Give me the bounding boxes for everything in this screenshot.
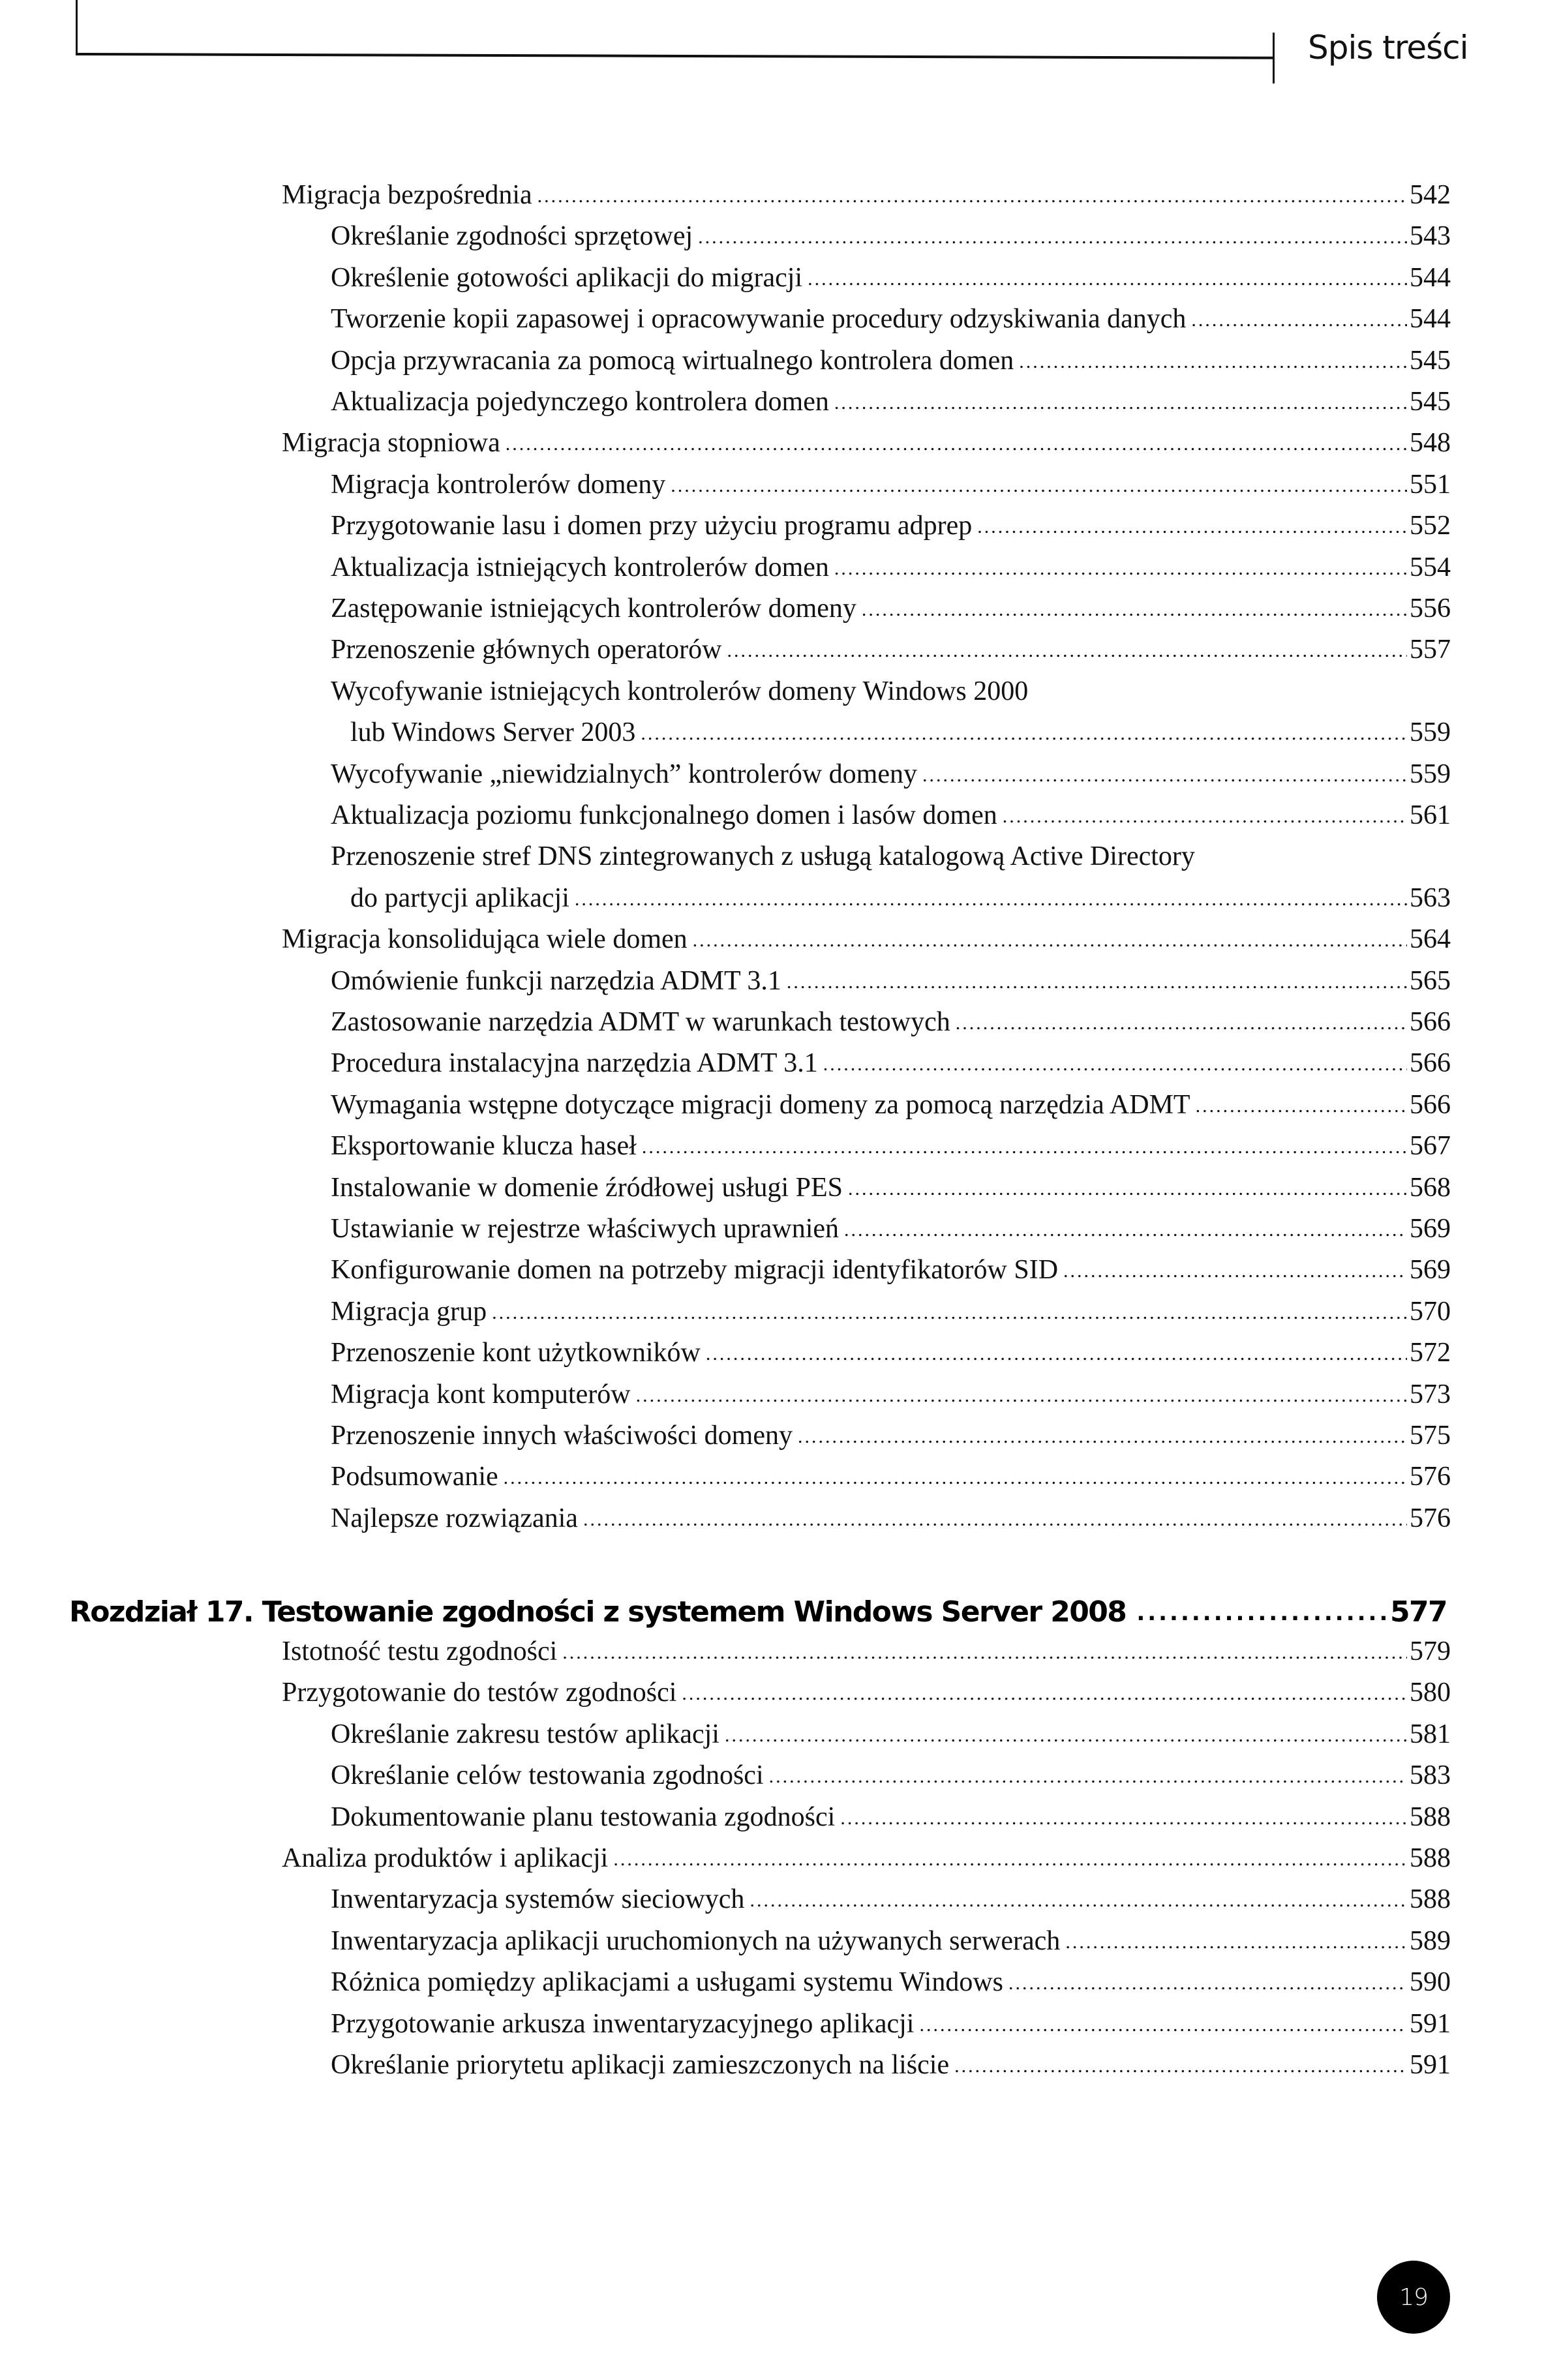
toc-entry-page-number: 588: [1410, 1802, 1451, 1832]
toc-entry-page-number: 576: [1410, 1462, 1451, 1492]
leader-dots: [642, 1137, 1407, 1157]
toc-entry[interactable]: [331, 1505, 1451, 1532]
toc-entry[interactable]: [282, 1845, 1451, 1872]
toc-entry-title: Opcja przywracania za pomocą wirtualnego kontrolera domen: [331, 346, 1014, 376]
toc-entry-page-number: 548: [1410, 428, 1451, 458]
toc-entry-page-number: 570: [1410, 1297, 1451, 1327]
toc-entry-page-number: 554: [1410, 552, 1451, 582]
leader-dots: [698, 228, 1407, 247]
running-head-title: Spis treści: [1308, 29, 1468, 67]
toc-entry[interactable]: [331, 1339, 1451, 1366]
toc-entry-page-number: 591: [1410, 2009, 1451, 2039]
toc-entry-title: Aktualizacja istniejących kontrolerów domen: [331, 552, 829, 582]
toc-entry[interactable]: [331, 1215, 1451, 1243]
toc-entry-title: Określanie priorytetu aplikacji zamieszczonych na liście: [331, 2050, 950, 2080]
toc-entry[interactable]: [331, 1256, 1451, 1284]
toc-entry-page-number: 559: [1410, 759, 1451, 789]
header-divider-tick: [1273, 33, 1275, 83]
toc-entry-page-number: 561: [1410, 800, 1451, 830]
toc-entry-title: Eksportowanie klucza haseł: [331, 1131, 637, 1161]
toc-entry-title: Inwentaryzacja systemów sieciowych: [331, 1884, 745, 1914]
toc-entry-title: Ustawianie w rejestrze właściwych uprawnień: [331, 1214, 840, 1244]
toc-entry[interactable]: [331, 1174, 1451, 1201]
toc-entry[interactable]: [331, 595, 1451, 622]
toc-entry-title: Analiza produktów i aplikacji: [282, 1843, 609, 1873]
toc-entry[interactable]: [331, 305, 1451, 333]
leader-dots: [1063, 1261, 1407, 1281]
leader-dots: [575, 890, 1407, 909]
toc-entry-page-number: 589: [1410, 1926, 1451, 1956]
toc-entry-page-number: 542: [1410, 180, 1451, 210]
leader-dots: [1136, 1602, 1386, 1624]
leader-dots: [919, 2015, 1407, 2035]
toc-chapter-heading[interactable]: [69, 1595, 1447, 1629]
leader-dots: [956, 1014, 1407, 1033]
toc-entry[interactable]: [331, 554, 1451, 581]
toc-entry-title: Określanie celów testowania zgodności: [331, 1760, 764, 1790]
toc-entry-page-number: 569: [1410, 1255, 1451, 1285]
leader-dots: [954, 2056, 1407, 2076]
toc-entry-page-number: 576: [1410, 1503, 1451, 1533]
toc-entry-title: Wymagania wstępne dotyczące migracji domeny za pomocą narzędzia ADMT: [331, 1090, 1190, 1120]
leader-dots: [671, 476, 1407, 496]
leader-dots: [844, 1220, 1407, 1240]
toc-entry-page-number: 564: [1410, 924, 1451, 954]
leader-dots: [583, 1510, 1407, 1529]
toc-entry[interactable]: [331, 1803, 1451, 1831]
toc-entry[interactable]: [331, 2051, 1451, 2079]
toc-entry-page-number: 572: [1410, 1338, 1451, 1368]
toc-entry[interactable]: [331, 1886, 1451, 1913]
toc-entry[interactable]: [331, 802, 1451, 829]
toc-entry[interactable]: [331, 1463, 1451, 1490]
toc-entry[interactable]: [331, 1008, 1451, 1036]
toc-entry-page-number: 583: [1410, 1760, 1451, 1790]
toc-entry[interactable]: [331, 1381, 1451, 1408]
leader-dots: [808, 269, 1407, 289]
toc-entry-title: Inwentaryzacja aplikacji uruchomionych na używanych serwerach: [331, 1926, 1061, 1956]
toc-entry-page-number: 588: [1410, 1843, 1451, 1873]
toc-entry-page-number: 543: [1410, 221, 1451, 251]
leader-dots: [1019, 352, 1407, 372]
toc-entry[interactable]: [331, 347, 1451, 374]
toc-entry-page-number: 575: [1410, 1421, 1451, 1451]
toc-entry[interactable]: [282, 1638, 1451, 1665]
toc-entry-title: Najlepsze rozwiązania: [331, 1503, 578, 1533]
toc-entry-title: Migracja kontrolerów domeny: [331, 470, 666, 500]
toc-entry-title: Omówienie funkcji narzędzia ADMT 3.1: [331, 966, 781, 996]
leader-dots: [636, 1386, 1407, 1406]
toc-entry-page-number: 580: [1410, 1678, 1451, 1708]
toc-entry-page-number: 581: [1410, 1719, 1451, 1749]
toc-entry-title: Wycofywanie istniejących kontrolerów domeny Windows 2000: [331, 676, 1029, 706]
toc-entry-page-number: 588: [1410, 1884, 1451, 1914]
leader-dots: [1065, 1933, 1407, 1952]
toc-entry-title: Migracja stopniowa: [282, 428, 500, 458]
toc-entry-page-number: 559: [1410, 717, 1451, 747]
leader-dots: [769, 1767, 1407, 1786]
toc-entry[interactable]: [282, 926, 1451, 953]
toc-entry[interactable]: [331, 1091, 1451, 1119]
toc-entry-title: Instalowanie w domenie źródłowej usługi PES: [331, 1173, 843, 1203]
toc-entry-page-number: 566: [1410, 1007, 1451, 1037]
leader-dots: [840, 1809, 1407, 1828]
toc-entry-title: Aktualizacja poziomu funkcjonalnego domen i lasów domen: [331, 800, 997, 830]
toc-entry-title: Określanie zgodności sprzętowej: [331, 221, 693, 251]
toc-entry[interactable]: [350, 719, 1451, 746]
toc-entry-title: Dokumentowanie planu testowania zgodności: [331, 1802, 836, 1832]
toc-entry-title: Przenoszenie kont użytkowników: [331, 1338, 701, 1368]
toc-entry[interactable]: [282, 1679, 1451, 1706]
leader-dots: [1191, 310, 1407, 330]
leader-dots: [798, 1427, 1407, 1447]
leader-dots: [823, 1055, 1407, 1074]
leader-dots: [504, 1468, 1407, 1488]
leader-dots: [706, 1344, 1407, 1364]
toc-entry-title: Zastępowanie istniejących kontrolerów domeny: [331, 594, 856, 624]
toc-entry-page-number: 590: [1410, 1967, 1451, 1997]
toc-entry-page-number: 591: [1410, 2050, 1451, 2080]
leader-dots: [977, 517, 1407, 537]
leader-dots: [834, 559, 1407, 579]
toc-entry-title: Przenoszenie stref DNS zintegrowanych z usługą katalogową Active Directory: [331, 841, 1195, 871]
toc-entry-title: Konfigurowanie domen na potrzeby migracji identyfikatorów SID: [331, 1255, 1059, 1285]
toc-entry[interactable]: [331, 388, 1451, 415]
leader-dots: [1003, 807, 1407, 826]
toc-entry-title: Migracja bezpośrednia: [282, 180, 532, 210]
toc-entry[interactable]: [331, 636, 1451, 663]
page-number: 19: [1399, 2283, 1428, 2311]
toc-entry[interactable]: [331, 1762, 1451, 1789]
leader-dots: [787, 972, 1407, 992]
toc-entry-title: Zastosowanie narzędzia ADMT w warunkach testowych: [331, 1007, 950, 1037]
toc-entry-title: Przygotowanie do testów zgodności: [282, 1678, 677, 1708]
toc-entry[interactable]: [331, 1132, 1451, 1160]
toc-entry-title: Migracja grup: [331, 1297, 487, 1327]
toc-entry-page-number: 565: [1410, 966, 1451, 996]
toc-entry-title: lub Windows Server 2003: [350, 717, 636, 747]
leader-dots: [492, 1303, 1407, 1323]
toc-entry-title: Wycofywanie „niewidzialnych” kontrolerów domeny: [331, 759, 917, 789]
toc-entry-page-number: 569: [1410, 1214, 1451, 1244]
toc-entry-page-number: 544: [1410, 263, 1451, 293]
page-number-badge: [1377, 2261, 1450, 2334]
toc-entry-page-number: 551: [1410, 470, 1451, 500]
toc-entry-title: Określenie gotowości aplikacji do migracji: [331, 263, 803, 293]
toc-entry-page-number: 573: [1410, 1379, 1451, 1409]
toc-entry-title: Różnica pomiędzy aplikacjami a usługami systemu Windows: [331, 1967, 1003, 1997]
toc-entry[interactable]: [331, 1721, 1451, 1748]
toc-entry-page-number: 566: [1410, 1090, 1451, 1120]
leader-dots: [1008, 1974, 1407, 1993]
toc-entry-title: Przygotowanie arkusza inwentaryzacyjnego aplikacji: [331, 2009, 915, 2039]
leader-dots: [848, 1179, 1407, 1199]
leader-dots: [862, 600, 1407, 620]
leader-dots: [613, 1850, 1407, 1869]
toc-entry[interactable]: [331, 967, 1451, 995]
leader-dots: [682, 1684, 1407, 1704]
leader-dots: [727, 641, 1407, 661]
toc-entry-page-number: 552: [1410, 511, 1451, 541]
toc-entry[interactable]: [331, 1927, 1451, 1955]
toc-entry[interactable]: [282, 429, 1451, 457]
leader-dots: [562, 1643, 1407, 1663]
toc-entry[interactable]: [350, 884, 1451, 912]
toc-entry[interactable]: [331, 264, 1451, 292]
toc-entry[interactable]: [331, 843, 1451, 870]
leader-dots: [537, 187, 1407, 206]
toc-entry[interactable]: [331, 1049, 1451, 1077]
toc-entry-page-number: 566: [1410, 1048, 1451, 1078]
toc-entry-title: Aktualizacja pojedynczego kontrolera domen: [331, 387, 829, 417]
toc-entry-title: Istotność testu zgodności: [282, 1636, 558, 1666]
toc-entry-title: Określanie zakresu testów aplikacji: [331, 1719, 719, 1749]
toc-entry-title: Podsumowanie: [331, 1462, 498, 1492]
toc-entry-title: Migracja kont komputerów: [331, 1379, 631, 1409]
toc-entry[interactable]: [331, 1968, 1451, 1996]
toc-entry-page-number: 557: [1410, 635, 1451, 665]
toc-entry-title: do partycji aplikacji: [350, 883, 569, 913]
chapter-title: Rozdział 17. Testowanie zgodności z systemem Windows Server 2008: [69, 1595, 1127, 1629]
toc-entry-title: Przenoszenie innych właściwości domeny: [331, 1421, 793, 1451]
toc-entry[interactable]: [331, 222, 1451, 250]
toc-entry-title: Procedura instalacyjna narzędzia ADMT 3.1: [331, 1048, 818, 1078]
toc-entry-page-number: 563: [1410, 883, 1451, 913]
toc-entry-title: Migracja konsolidująca wiele domen: [282, 924, 688, 954]
toc-entry[interactable]: [331, 1422, 1451, 1449]
toc-entry[interactable]: [331, 471, 1451, 498]
leader-dots: [834, 393, 1407, 413]
toc-entry[interactable]: [331, 678, 1451, 705]
toc-entry-page-number: 579: [1410, 1636, 1451, 1666]
leader-dots: [749, 1891, 1407, 1910]
leader-dots: [922, 766, 1407, 785]
leader-dots: [693, 931, 1407, 950]
toc-entry-page-number: 567: [1410, 1131, 1451, 1161]
page-frame-left-rule: [76, 0, 78, 55]
toc-entry[interactable]: [331, 2010, 1451, 2038]
toc-entry[interactable]: [331, 512, 1451, 539]
toc-entry-page-number: 556: [1410, 594, 1451, 624]
toc-entry-title: Tworzenie kopii zapasowej i opracowywanie procedury odzyskiwania danych: [331, 304, 1187, 334]
leader-dots: [1196, 1096, 1407, 1116]
leader-dots: [725, 1726, 1407, 1745]
page-header-rule: [76, 53, 1275, 59]
toc-entry-title: Przygotowanie lasu i domen przy użyciu programu adprep: [331, 511, 973, 541]
toc-entry-page-number: 545: [1410, 346, 1451, 376]
toc-entry-title: Przenoszenie głównych operatorów: [331, 635, 722, 665]
toc-entry-page-number: 568: [1410, 1173, 1451, 1203]
toc-entry[interactable]: [282, 181, 1451, 209]
toc-entry-page-number: 545: [1410, 387, 1451, 417]
leader-dots: [641, 724, 1407, 744]
leader-dots: [506, 434, 1407, 454]
chapter-page-number: 577: [1389, 1595, 1447, 1629]
toc-entry-page-number: 544: [1410, 304, 1451, 334]
toc-entry[interactable]: [331, 761, 1451, 788]
toc-entry[interactable]: [331, 1298, 1451, 1325]
